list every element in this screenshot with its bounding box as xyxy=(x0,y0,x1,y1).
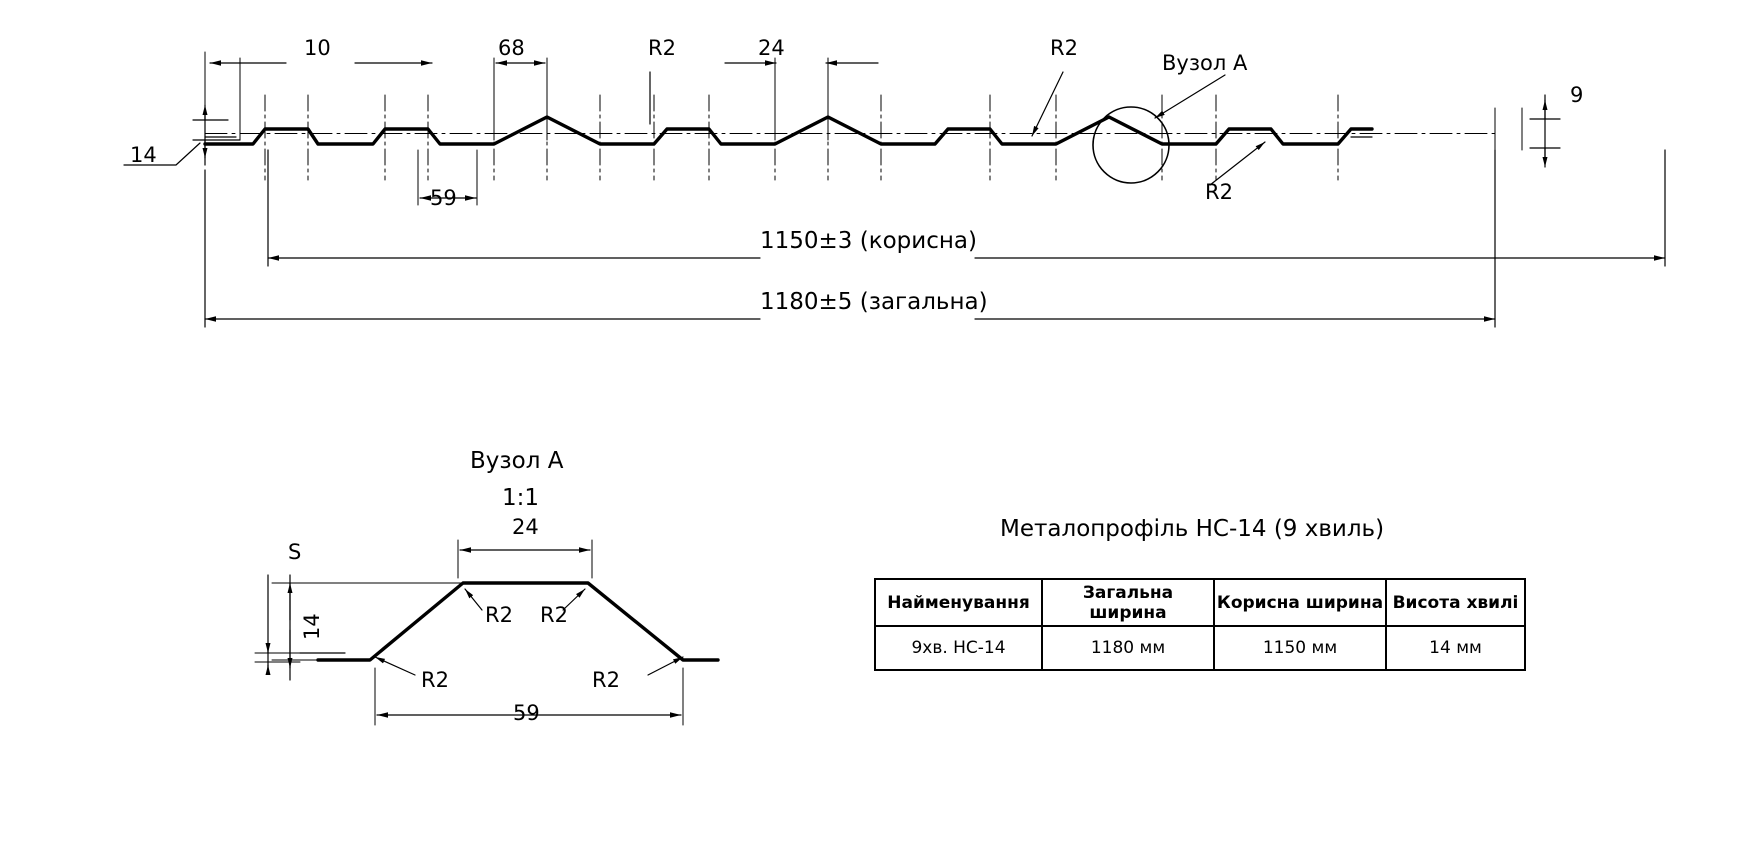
table-row xyxy=(875,626,1525,670)
detail-dim-s xyxy=(255,575,300,672)
label-node-callout: Вузол А xyxy=(1162,51,1248,75)
label-pitch-59: 59 xyxy=(430,186,457,210)
wave-center-marks xyxy=(265,95,1338,180)
label-radius-bottom-right: R2 xyxy=(1205,180,1233,204)
dim-9 xyxy=(1530,95,1560,167)
label-pitch-68: 68 xyxy=(498,36,525,60)
detail-title: Вузол А xyxy=(470,448,564,474)
label-height-14: 14 xyxy=(130,143,157,167)
cell-useful-width: 1150 мм xyxy=(1214,626,1386,670)
table-header-name: Найменування xyxy=(875,579,1042,626)
label-radius-top-right: R2 xyxy=(1050,36,1078,60)
leader-r2-top-right xyxy=(1032,72,1063,136)
leader-r2-bottom-right xyxy=(1210,142,1265,185)
detail-profile-outline xyxy=(318,583,718,660)
node-a-circle xyxy=(1093,107,1169,183)
label-radius-top-left: R2 xyxy=(648,36,676,60)
detail-scale: 1:1 xyxy=(502,485,540,511)
label-detail-radius-1: R2 xyxy=(485,603,513,627)
cell-total-width: 1180 мм xyxy=(1042,626,1214,670)
specification-table xyxy=(874,578,1526,671)
table-header-wave-height: Висота хвилі xyxy=(1386,579,1525,626)
node-a-leader xyxy=(1155,75,1225,118)
label-detail-radius-2: R2 xyxy=(540,603,568,627)
label-useful-width: 1150±3 (корисна) xyxy=(760,228,977,254)
label-pitch-24: 24 xyxy=(758,36,785,60)
label-detail-radius-3: R2 xyxy=(421,668,449,692)
cell-name: 9хв. НС-14 xyxy=(875,626,1042,670)
label-detail-top-24: 24 xyxy=(512,515,539,539)
table-title: Металопрофіль НС-14 (9 хвиль) xyxy=(1000,516,1385,542)
table-header-row xyxy=(875,579,1525,626)
label-total-width: 1180±5 (загальна) xyxy=(760,289,988,315)
label-detail-base-59: 59 xyxy=(513,701,540,725)
detail-ext-lines-24 xyxy=(458,540,592,578)
label-detail-height-14: 14 xyxy=(300,613,324,640)
label-pitch-10: 10 xyxy=(304,36,331,60)
table-header-useful-width: Корисна ширина xyxy=(1214,579,1386,626)
table-header-total-width: Загальна ширина xyxy=(1042,579,1214,626)
label-detail-thickness-s: S xyxy=(288,540,302,564)
detail-leader-r2-4 xyxy=(648,657,683,675)
detail-leader-r2-1 xyxy=(465,589,482,610)
detail-leader-r2-3 xyxy=(375,657,415,675)
cell-wave-height: 14 мм xyxy=(1386,626,1525,670)
label-thickness-9: 9 xyxy=(1570,83,1584,107)
label-detail-radius-4: R2 xyxy=(592,668,620,692)
sheet-profile-outline xyxy=(205,117,1372,144)
